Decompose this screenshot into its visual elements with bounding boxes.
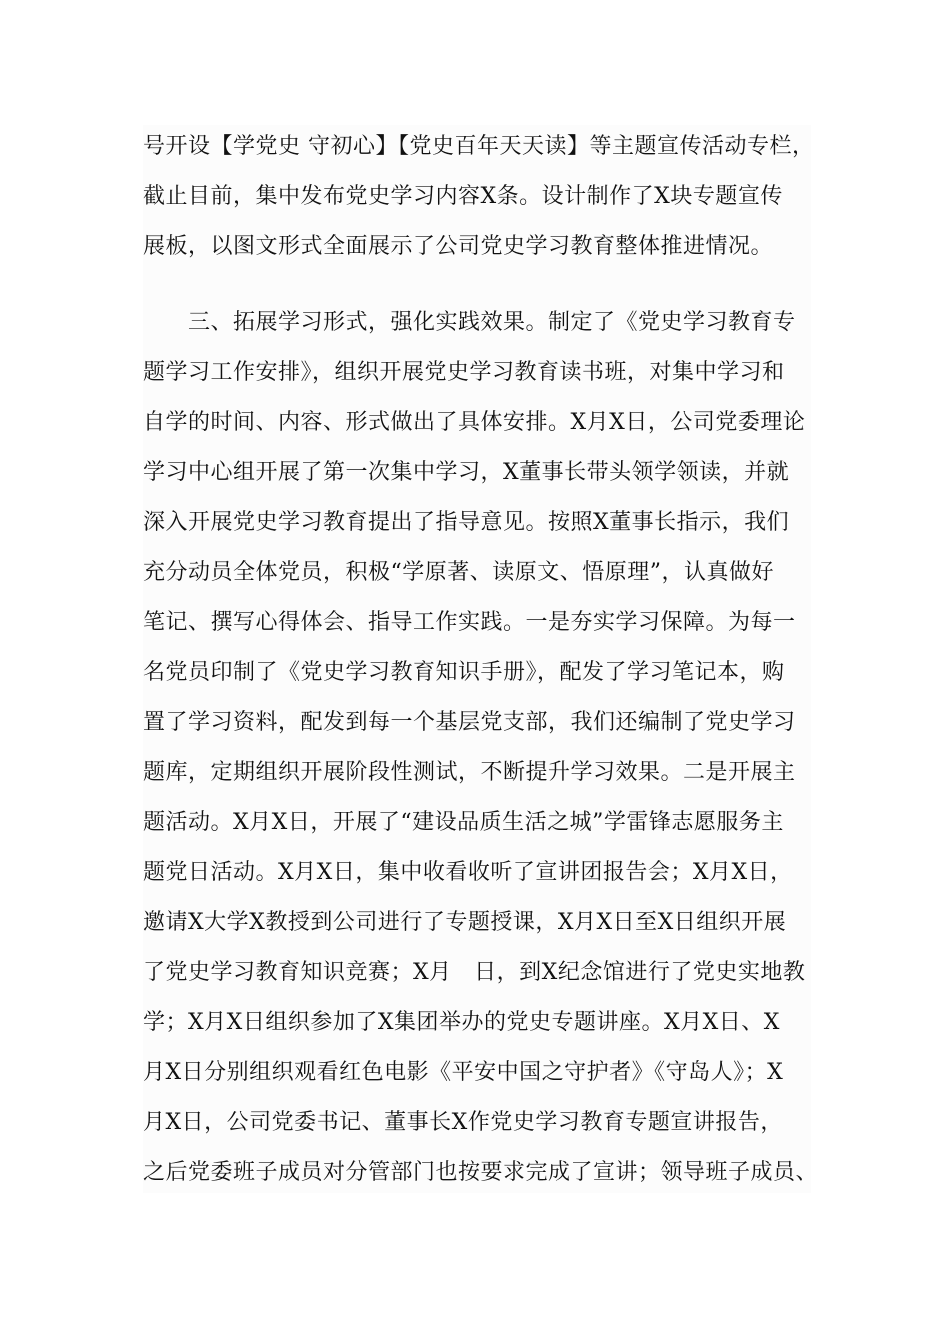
- text-line: 展板，以图文形式全面展示了公司党史学习教育整体推进情况。: [143, 234, 774, 259]
- text-line: 三、拓展学习形式，强化实践效果。制定了《党史学习教育专: [143, 310, 796, 335]
- text-line: 月X日，公司党委书记、董事长X作党史学习教育专题宣讲报告，: [143, 1110, 783, 1135]
- text-line: 名党员印制了《党史学习教育知识手册》，配发了学习笔记本，购: [143, 660, 785, 685]
- text-line: 之后党委班子成员对分管部门也按要求完成了宣讲；领导班子成员、: [143, 1160, 819, 1185]
- text-line: 题学习工作安排》，组织开展党史学习教育读书班，对集中学习和: [143, 360, 785, 385]
- text-line: 深入开展党史学习教育提出了指导意见。按照X董事长指示，我们: [143, 510, 790, 535]
- text-line: 题党日活动。X月X日，集中收看收听了宣讲团报告会；X月X日，: [143, 860, 793, 885]
- text-line: 月X日分别组织观看红色电影《平安中国之守护者》《守岛人》；X: [143, 1060, 784, 1085]
- text-line: 充分动员全体党员，积极“学原著、读原文、悟原理”，认真做好: [143, 560, 774, 585]
- text-line: 自学的时间、内容、形式做出了具体安排。X月X日，公司党委理论: [143, 410, 806, 435]
- text-line: 题库，定期组织开展阶段性测试，不断提升学习效果。二是开展主: [143, 760, 796, 785]
- text-line: 题活动。X月X日，开展了“建设品质生活之城”学雷锋志愿服务主: [143, 810, 784, 835]
- text-line: 学；X月X日组织参加了X集团举办的党史专题讲座。X月X日、X: [143, 1010, 780, 1035]
- text-line: 号开设【学党史 守初心】【党史百年天天读】等主题宣传活动专栏，: [143, 134, 815, 159]
- text-line: 置了学习资料，配发到每一个基层党支部，我们还编制了党史学习: [143, 710, 796, 735]
- document-body: [143, 125, 819, 1193]
- text-line: 学习中心组开展了第一次集中学习，X董事长带头领学领读，并就: [143, 460, 790, 485]
- text-line: 了党史学习教育知识竞赛；X月 日，到X纪念馆进行了党史实地教: [143, 960, 806, 985]
- text-line: 截止目前，集中发布党史学习内容X条。设计制作了X块专题宣传: [143, 184, 783, 209]
- text-line: 邀请X大学X教授到公司进行了专题授课，X月X日至X日组织开展: [143, 910, 787, 935]
- text-line: 笔记、撰写心得体会、指导工作实践。一是夯实学习保障。为每一: [143, 610, 796, 635]
